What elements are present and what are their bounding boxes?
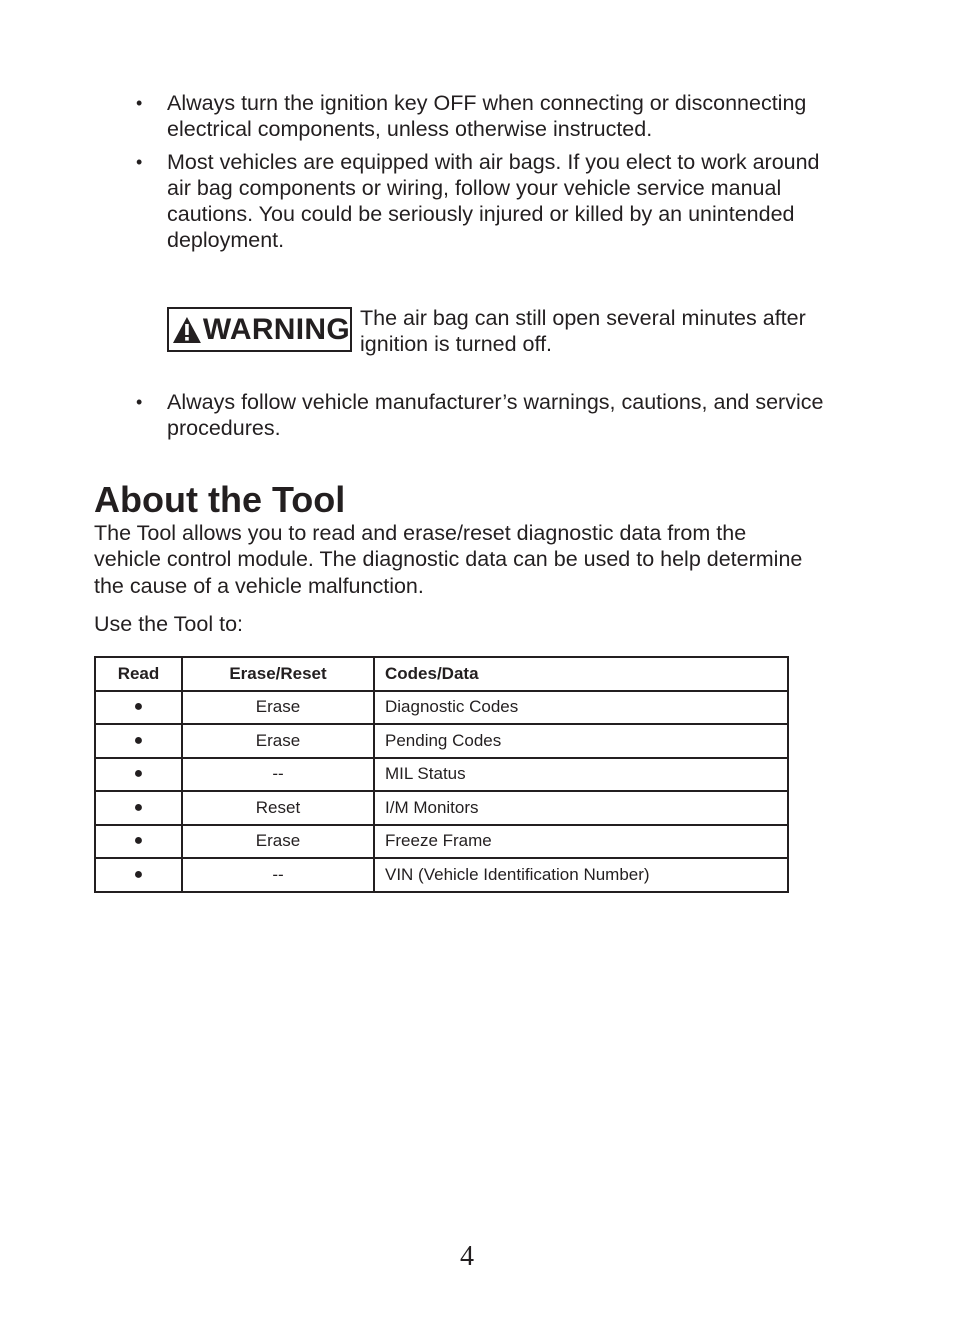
functions-table: [94, 656, 789, 893]
warning-badge: [167, 307, 352, 352]
read-cell: ●: [95, 724, 182, 758]
codes-cell: MIL Status: [374, 758, 788, 792]
bullet-icon: •: [136, 93, 143, 113]
table-row: [95, 758, 788, 792]
erase-cell: Erase: [182, 724, 374, 758]
erase-cell: --: [182, 758, 374, 792]
bullet-icon: •: [136, 392, 143, 412]
bullet-text: Always follow vehicle manufacturer’s warnings, cautions, and service procedures.: [167, 390, 824, 441]
erase-cell: Erase: [182, 691, 374, 725]
bullet-item: [136, 389, 826, 442]
read-cell: ●: [95, 758, 182, 792]
manufacturer-bullet-list: [136, 389, 826, 448]
page-number: 4: [460, 1241, 474, 1272]
table-header-row: [95, 657, 788, 691]
column-header-codes-data: Codes/Data: [374, 657, 788, 691]
read-cell: ●: [95, 825, 182, 859]
bullet-text: Always turn the ignition key OFF when connecting or disconnecting electrical components, unless otherwise instructed.: [167, 91, 807, 142]
codes-cell: Freeze Frame: [374, 825, 788, 859]
safety-bullet-list: [136, 90, 826, 260]
erase-cell: Erase: [182, 825, 374, 859]
table-row: [95, 791, 788, 825]
erase-cell: Reset: [182, 791, 374, 825]
table-row: [95, 691, 788, 725]
use-label: Use the Tool to:: [94, 612, 243, 636]
warning-triangle-icon: [172, 316, 202, 344]
bullet-icon: •: [136, 151, 143, 172]
table-row: [95, 724, 788, 758]
table-row: [95, 825, 788, 859]
warning-label: WARNING: [202, 312, 350, 346]
read-cell: ●: [95, 791, 182, 825]
warning-text: The air bag can still open several minutes after ignition is turned off.: [360, 306, 806, 357]
section-title: About the Tool: [94, 479, 346, 520]
table-row: [95, 858, 788, 892]
bullet-item: [136, 90, 826, 143]
bullet-item: [136, 149, 826, 254]
read-cell: ●: [95, 858, 182, 892]
codes-cell: VIN (Vehicle Identification Number): [374, 858, 788, 892]
codes-cell: Diagnostic Codes: [374, 691, 788, 725]
codes-cell: I/M Monitors: [374, 791, 788, 825]
column-header-erase-reset: Erase/Reset: [182, 657, 374, 691]
codes-cell: Pending Codes: [374, 724, 788, 758]
column-header-read: Read: [95, 657, 182, 691]
read-cell: ●: [95, 691, 182, 725]
bullet-text: Most vehicles are equipped with air bags. If you elect to work around air bag components or wiring, follow your vehicle service manual cautions. You could be seriously injured or killed by an unintended deployment.: [167, 149, 820, 253]
section-intro: The Tool allows you to read and erase/reset diagnostic data from the vehicle control module. The diagnostic data can be used to help determine the cause of a vehicle malfunction.: [94, 521, 803, 598]
erase-cell: --: [182, 858, 374, 892]
